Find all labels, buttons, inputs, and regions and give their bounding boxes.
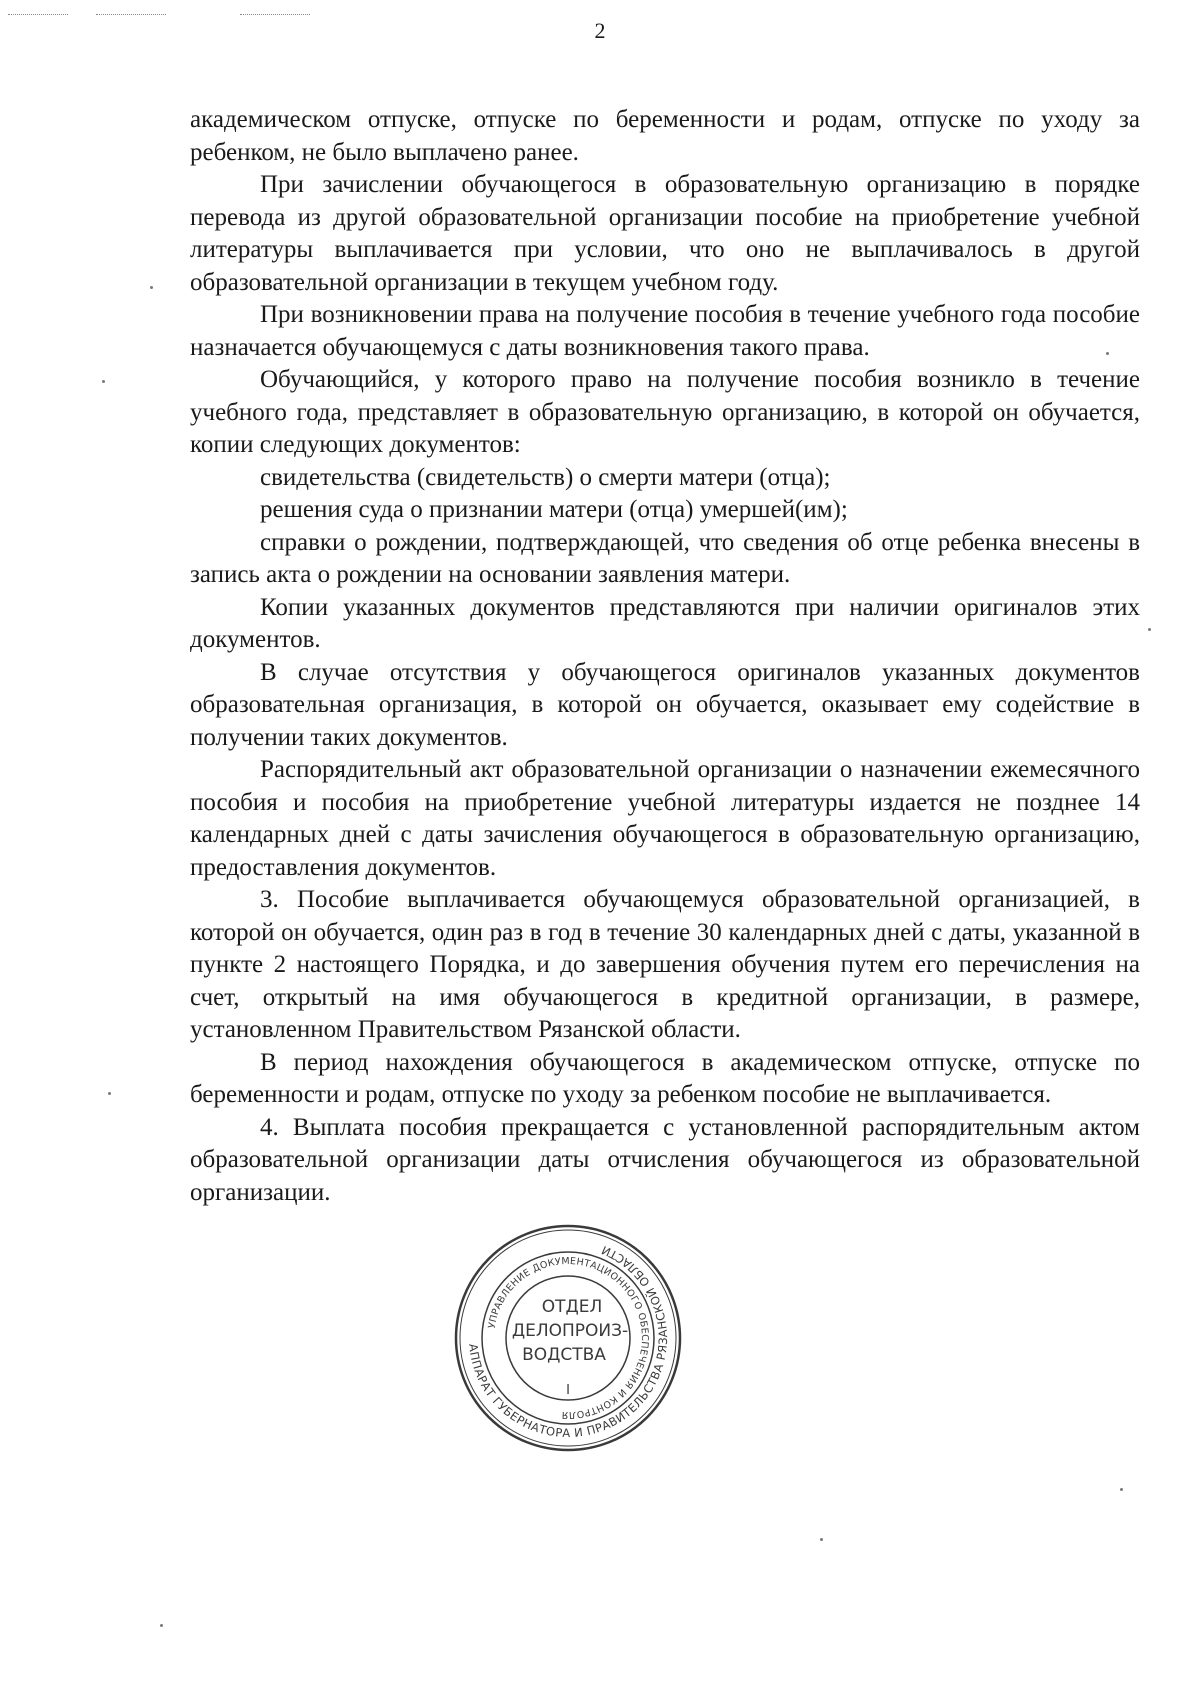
stamp-center-line: ВОДСТВА: [522, 1345, 606, 1365]
paragraph: Копии указанных документов представляются при наличии оригиналов этих документов.: [190, 593, 1140, 653]
paragraph: Распорядительный акт образовательной организации о назначении ежемесячного пособия и пособия на приобретение учебной литературы издается не позднее 14 календарных дней с даты зачисления обучающегося в образовательную организацию, предоставления документов.: [190, 756, 1140, 881]
stamp-outer-text: АППАРАТ ГУБЕРНАТОРА И ПРАВИТЕЛЬСТВА РЯЗАНСКОЙ ОБЛАСТИ: [466, 1242, 671, 1441]
scan-edge-mark: [240, 14, 310, 16]
paragraph: 4. Выплата пособия прекращается с установленной распорядительным актом образовательной организации даты отчисления обучающегося из образовательной организации.: [190, 1113, 1140, 1206]
paragraph: Обучающийся, у которого право на получение пособия возникло в течение учебного года, представляет в образовательную организацию, в которой он обучается, копии следующих документов:: [190, 366, 1140, 458]
paragraph: 3. Пособие выплачивается обучающемуся образовательной организацией, в которой он обучается, один раз в год в течение 30 календарных дней с даты, указанной в пункте 2 настоящего Порядка, и до завершения обучения путем его перечисления на счет, открытый на имя обучающегося в кредитной организации, в размере, установленном Правительством Рязанской области.: [190, 886, 1140, 1043]
scan-speck: [150, 286, 153, 289]
stamp-center-line: ОТДЕЛ: [541, 1297, 603, 1317]
official-stamp: [452, 1222, 684, 1454]
stamp-graphic: [452, 1222, 684, 1454]
scan-speck: [1120, 1488, 1123, 1491]
scan-speck: [160, 1624, 163, 1627]
scan-speck: [108, 1092, 111, 1095]
scan-edge-mark: [96, 14, 166, 16]
scan-speck: [1106, 352, 1109, 355]
scan-speck: [820, 1538, 823, 1541]
list-item: решения суда о признании матери (отца) умершей(им);: [260, 496, 848, 523]
stamp-center-line: ДЕЛОПРОИЗ-: [511, 1321, 629, 1341]
page-number: 2: [594, 18, 606, 43]
scan-speck: [102, 380, 105, 383]
document-body: [190, 104, 1140, 1209]
paragraph: При возникновении права на получение пособия в течение учебного года пособие назначается обучающемуся с даты возникновения такого права.: [190, 301, 1140, 361]
stamp-inner-text: УПРАВЛЕНИЕ ДОКУМЕНТАЦИОННОГО ОБЕСПЕЧЕНИЯ И КОНТРОЛЯ: [486, 1255, 651, 1421]
scan-speck: [1148, 628, 1151, 631]
list-item: свидетельства (свидетельств) о смерти матери (отца);: [260, 463, 831, 491]
list-item: справки о рождении, подтверждающей, что сведения об отце ребенка внесены в запись акта о рождении на основании заявления матери.: [190, 528, 1140, 588]
paragraph: В случае отсутствия у обучающегося оригиналов указанных документов образовательная организация, в которой он обучается, оказывает ему содействие в получении таких документов.: [190, 658, 1140, 751]
scan-edge-mark: [8, 14, 68, 16]
paragraph: При зачислении обучающегося в образовательную организацию в порядке перевода из другой образовательной организации пособие на приобретение учебной литературы выплачивается при условии, что оно не выплачивалось в другой образовательной организации в текущем учебном году.: [190, 171, 1140, 296]
stamp-number: I: [566, 1383, 570, 1398]
paragraph: академическом отпуске, отпуске по беременности и родам, отпуске по уходу за ребенком, не было выплачено ранее.: [190, 106, 1140, 166]
paragraph: В период нахождения обучающегося в академическом отпуске, отпуске по беременности и родам, отпуске по уходу за ребенком пособие не выплачивается.: [190, 1048, 1140, 1108]
